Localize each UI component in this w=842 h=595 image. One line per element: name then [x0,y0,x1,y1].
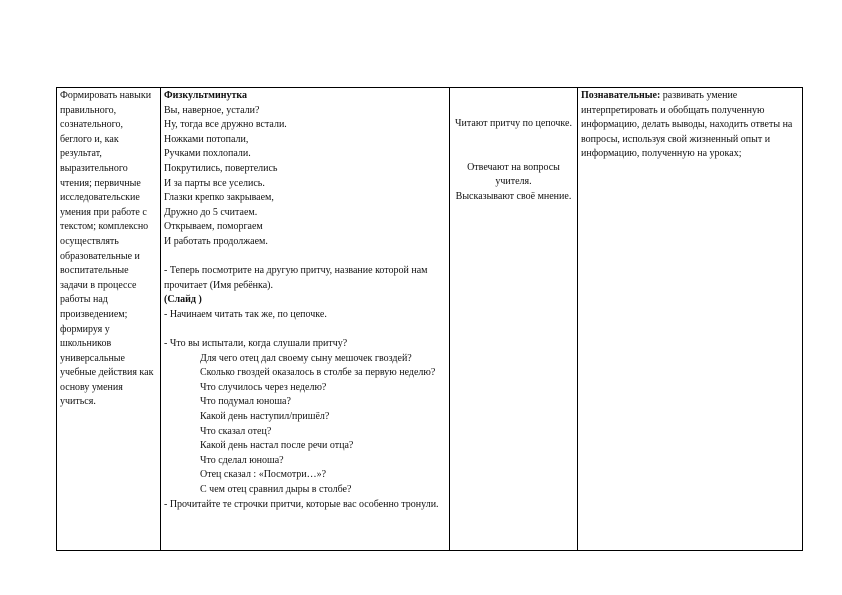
question-text: Какой день настал после речи отца? [200,440,354,452]
question-text: Какой день наступил/пришёл? [200,411,330,423]
poem-line: И работать продолжаем. [164,235,268,247]
student-activity-cell [450,88,578,551]
lesson-plan-table [56,87,803,551]
poem-line: Ручками похлопали. [164,148,251,160]
question-text: Для чего отец дал своему сыну мешочек гвоздей? [200,352,412,364]
question-text: Что сделал юноша? [200,454,284,466]
spacer [453,132,574,161]
final-instruction: - Прочитайте те строчки притчи, которые вас особенно тронули. [164,498,439,510]
question-text: С чем отец сравнил дыры в столбе? [200,484,352,496]
question-text: Что сказал отец? [200,425,272,437]
list-item [164,425,446,440]
question-text: Что случилось через неделю? [200,381,327,393]
student-activity-opinion: Высказывают своё мнение. [455,190,572,202]
poem-line: Покрутились, повертелись [164,162,278,174]
goals-text: Формировать навыки правильного, сознательного, беглого и, как результат, выразительного чтения; первичные исследовательские умения при работе с текстом; комплексно осуществлять образовательные и воспитательные задачи в процессе работы над произведением; формируя у школьников универсальные учебные действия как основу умения учиться. [60,90,154,408]
student-activity-reading: Читают притчу по цепочке. [455,118,572,129]
poem-line: Ну, тогда все дружно встали. [164,119,287,131]
uud-cell [578,88,803,551]
list-item [164,366,446,381]
spacer [453,89,574,117]
question-intro: - Что вы испытали, когда слушали притчу? [164,338,348,350]
question-list [164,352,446,498]
table-row [57,88,803,551]
poem [164,104,446,250]
slide-note: (Слайд ) [164,294,202,306]
list-item [164,410,446,425]
list-item [164,381,446,396]
uud-description: развивать умение интерпретировать и обобщать полученную информацию, делать выводы, находить ответы на вопросы, используя свой жизненный опыт и информацию, полученную на уроках; [581,90,793,160]
question-text: Что подумал юноша? [200,396,291,408]
read-chain-instruction: - Начинаем читать так же, по цепочке. [164,308,327,320]
list-item [164,483,446,498]
list-item [164,395,446,410]
instruction-text: - Теперь посмотрите на другую притчу, название которой нам прочитает (Имя ребёнка). [164,265,428,291]
list-item [164,352,446,367]
teacher-activity-cell [161,88,450,551]
poem-line: Дружно до 5 считаем. [164,206,258,218]
spacer [164,323,446,338]
student-activity-answering: Отвечают на вопросы учителя. [467,161,560,188]
list-item [164,439,446,454]
poem-line: Вы, наверное, устали? [164,104,260,116]
poem-line: Глазки крепко закрываем, [164,192,274,204]
poem-line: Ножками потопали, [164,133,249,145]
poem-line: Открываем, поморгаем [164,221,263,233]
spacer [164,250,446,265]
list-item [164,454,446,469]
section-heading: Физкультминутка [164,90,248,101]
question-text: Отец сказал : «Посмотри…»? [200,469,327,481]
goals-cell [57,88,161,551]
list-item [164,468,446,483]
uud-category: Познавательные: [581,90,661,101]
question-text: Сколько гвоздей оказалось в столбе за первую неделю? [200,367,436,379]
poem-line: И за парты все уселись. [164,177,265,189]
